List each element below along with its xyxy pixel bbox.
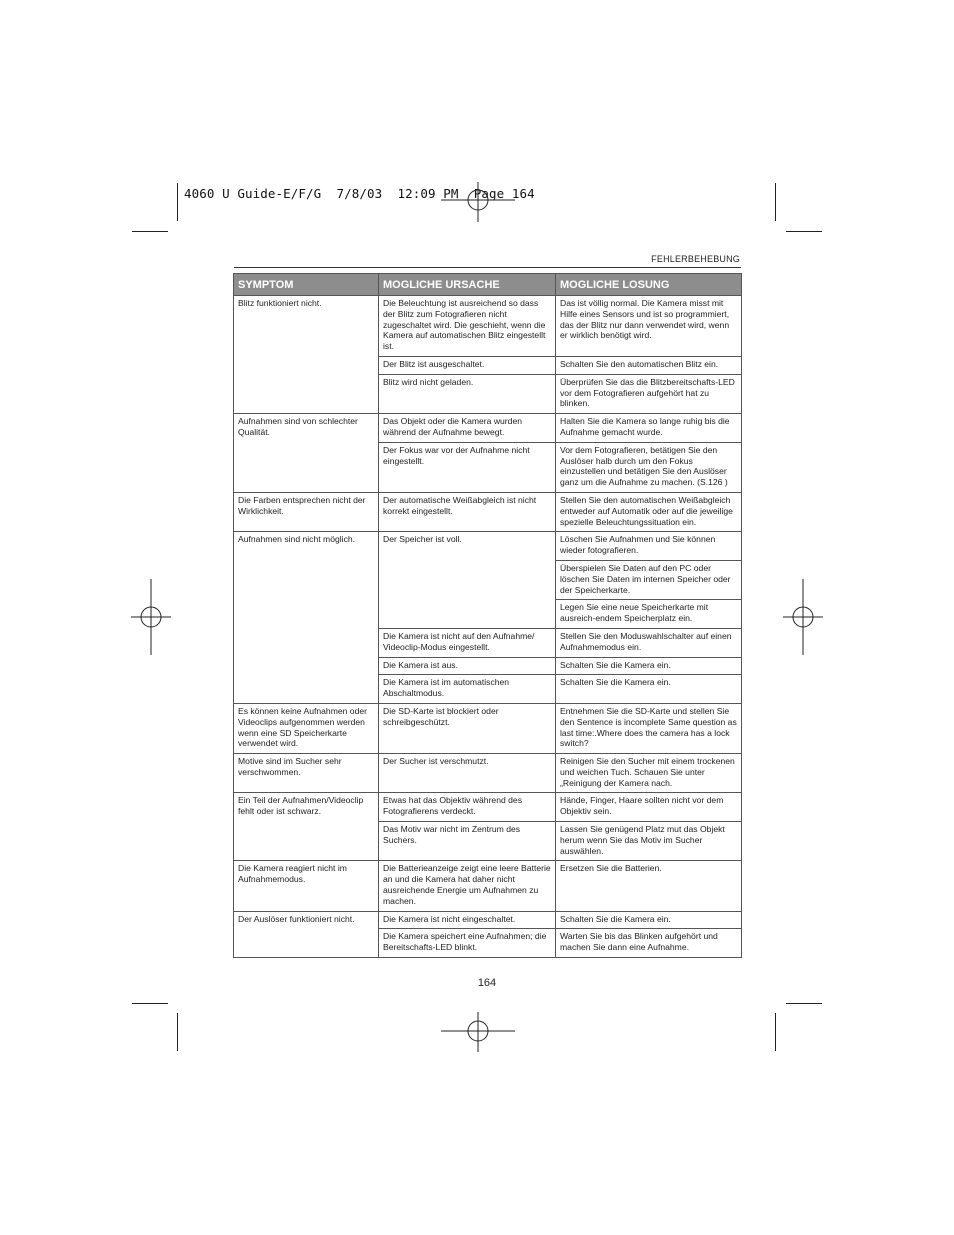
table-row xyxy=(234,754,742,793)
registration-mark-bottom-icon xyxy=(441,1012,515,1052)
symptom-cell: Es können keine Aufnahmen oder Videoclips aufgenommen werden wenn eine SD Speicherkarte verwendet wird. xyxy=(234,703,379,753)
symptom-cell: Der Auslöser funktioniert nicht. xyxy=(234,911,379,957)
table-row xyxy=(234,532,742,561)
solution-cell: Stellen Sie den Moduswahlschalter auf einen Aufnahmemodus ein. xyxy=(556,628,742,657)
cause-cell: Die Kamera ist nicht auf den Aufnahme/ Videoclip-Modus eingestellt. xyxy=(379,628,556,657)
table-row xyxy=(234,793,742,822)
solution-cell: Schalten Sie den automatischen Blitz ein. xyxy=(556,356,742,374)
table-row xyxy=(234,296,742,357)
symptom-cell: Motive sind im Sucher sehr verschwommen. xyxy=(234,754,379,793)
cause-cell: Der Speicher ist voll. xyxy=(379,532,556,629)
cause-cell: Etwas hat das Objektiv während des Fotografierens verdeckt. xyxy=(379,793,556,822)
table-row xyxy=(234,703,742,753)
crop-mark xyxy=(177,183,178,221)
cause-cell: Die Beleuchtung ist ausreichend so dass der Blitz zum Fotografieren nicht zugeschaltet wird. Die geschieht, wenn die Kamera auf automatischen Blitz eingestellt ist. xyxy=(379,296,556,357)
troubleshooting-table xyxy=(233,273,742,958)
table-header-row xyxy=(234,274,742,296)
solution-cell: Löschen Sie Aufnahmen und Sie können wieder fotografieren. xyxy=(556,532,742,561)
page-number: 164 xyxy=(477,977,497,989)
symptom-cell: Die Farben entsprechen nicht der Wirklichkeit. xyxy=(234,492,379,531)
solution-cell: Lassen Sie genügend Platz mut das Objekt herum wenn Sie das Motiv im Sucher auswählen. xyxy=(556,822,742,861)
cause-cell: Die SD-Karte ist blockiert oder schreibgeschützt. xyxy=(379,703,556,753)
solution-cell: Vor dem Fotografieren, betätigen Sie den Auslöser halb durch um den Fokus einzustellen und betätigen Sie den Auslöser ganz um die Aufnahme zu machen. (S.126 ) xyxy=(556,442,742,492)
cause-cell: Die Kamera ist im automatischen Abschaltmodus. xyxy=(379,675,556,704)
crop-mark xyxy=(177,1013,178,1051)
crop-mark xyxy=(786,1003,822,1004)
registration-mark-top-icon xyxy=(441,182,515,222)
solution-cell: Reinigen Sie den Sucher mit einem trockenen und weichen Tuch. Schauen Sie unter „Reinigung der Kamera nach. xyxy=(556,754,742,793)
solution-cell: Schalten Sie die Kamera ein. xyxy=(556,657,742,675)
solution-cell: Stellen Sie den automatischen Weißabgleich entweder auf Automatik oder auf die jeweilige spezielle Beleuchtungssituation ein. xyxy=(556,492,742,531)
column-header-solution: MOGLICHE LOSUNG xyxy=(556,274,742,296)
solution-cell: Schalten Sie die Kamera ein. xyxy=(556,675,742,704)
table-row xyxy=(234,861,742,911)
solution-cell: Schalten Sie die Kamera ein. xyxy=(556,911,742,929)
solution-cell: Warten Sie bis das Blinken aufgehört und machen Sie dann eine Aufnahme. xyxy=(556,929,742,958)
cause-cell: Blitz wird nicht geladen. xyxy=(379,374,556,413)
crop-mark xyxy=(775,1013,776,1051)
cause-cell: Der automatische Weißabgleich ist nicht korrekt eingestellt. xyxy=(379,492,556,531)
solution-cell: Halten Sie die Kamera so lange ruhig bis die Aufnahme gemacht wurde. xyxy=(556,414,742,443)
symptom-cell: Aufnahmen sind von schlechter Qualität. xyxy=(234,414,379,493)
cause-cell: Der Blitz ist ausgeschaltet. xyxy=(379,356,556,374)
symptom-cell: Blitz funktioniert nicht. xyxy=(234,296,379,414)
cause-cell: Das Objekt oder die Kamera wurden während der Aufnahme bewegt. xyxy=(379,414,556,443)
cause-cell: Das Motiv war nicht im Zentrum des Suchers. xyxy=(379,822,556,861)
symptom-cell: Aufnahmen sind nicht möglich. xyxy=(234,532,379,704)
solution-cell: Das ist völlig normal. Die Kamera misst mit Hilfe eines Sensors und ist so programmiert, das der Blitz nur dann verwendet wird, wenn er wirklich benötigt wird. xyxy=(556,296,742,357)
symptom-cell: Die Kamera reagiert nicht im Aufnahmemodus. xyxy=(234,861,379,911)
crop-mark xyxy=(775,183,776,221)
cause-cell: Die Batterieanzeige zeigt eine leere Batterie an und die Kamera hat daher nicht ausreichende Energie um Aufnahmen zu machen. xyxy=(379,861,556,911)
registration-mark-right-icon xyxy=(783,579,823,655)
symptom-cell: Ein Teil der Aufnahmen/Videoclip fehlt oder ist schwarz. xyxy=(234,793,379,861)
solution-cell: Überspielen Sie Daten auf den PC oder löschen Sie Daten im internen Speicher oder der Speicherkarte. xyxy=(556,560,742,599)
table-row xyxy=(234,492,742,531)
table-body xyxy=(234,296,742,958)
solution-cell: Ersetzen Sie die Batterien. xyxy=(556,861,742,911)
crop-mark xyxy=(132,1003,168,1004)
header-rule xyxy=(234,267,741,268)
solution-cell: Hände, Finger, Haare sollten nicht vor dem Objektiv sein. xyxy=(556,793,742,822)
cause-cell: Der Fokus war vor der Aufnahme nicht eingestellt. xyxy=(379,442,556,492)
solution-cell: Entnehmen Sie die SD-Karte und stellen Sie den Sentence is incomplete Same question as last time:.Where does the camera has a lock switch? xyxy=(556,703,742,753)
cause-cell: Die Kamera ist aus. xyxy=(379,657,556,675)
crop-mark xyxy=(786,231,822,232)
cause-cell: Der Sucher ist verschmutzt. xyxy=(379,754,556,793)
solution-cell: Überprüfen Sie das die Blitzbereitschafts-LED vor dem Fotografieren aufgehört hat zu blinken. xyxy=(556,374,742,413)
section-label: FEHLERBEHEBUNG xyxy=(651,254,740,264)
column-header-symptom: SYMPTOM xyxy=(234,274,379,296)
table-row xyxy=(234,911,742,929)
column-header-cause: MOGLICHE URSACHE xyxy=(379,274,556,296)
solution-cell: Legen Sie eine neue Speicherkarte mit ausreich-endem Speicherplatz ein. xyxy=(556,600,742,629)
cause-cell: Die Kamera ist nicht eingeschaltet. xyxy=(379,911,556,929)
registration-mark-left-icon xyxy=(131,579,171,655)
print-slug: 4060 U Guide-E/F/G 7/8/03 12:09 PM Page 164 xyxy=(184,186,535,201)
cause-cell: Die Kamera speichert eine Aufnahmen; die Bereitschafts-LED blinkt. xyxy=(379,929,556,958)
table-row xyxy=(234,414,742,443)
crop-mark xyxy=(132,231,168,232)
